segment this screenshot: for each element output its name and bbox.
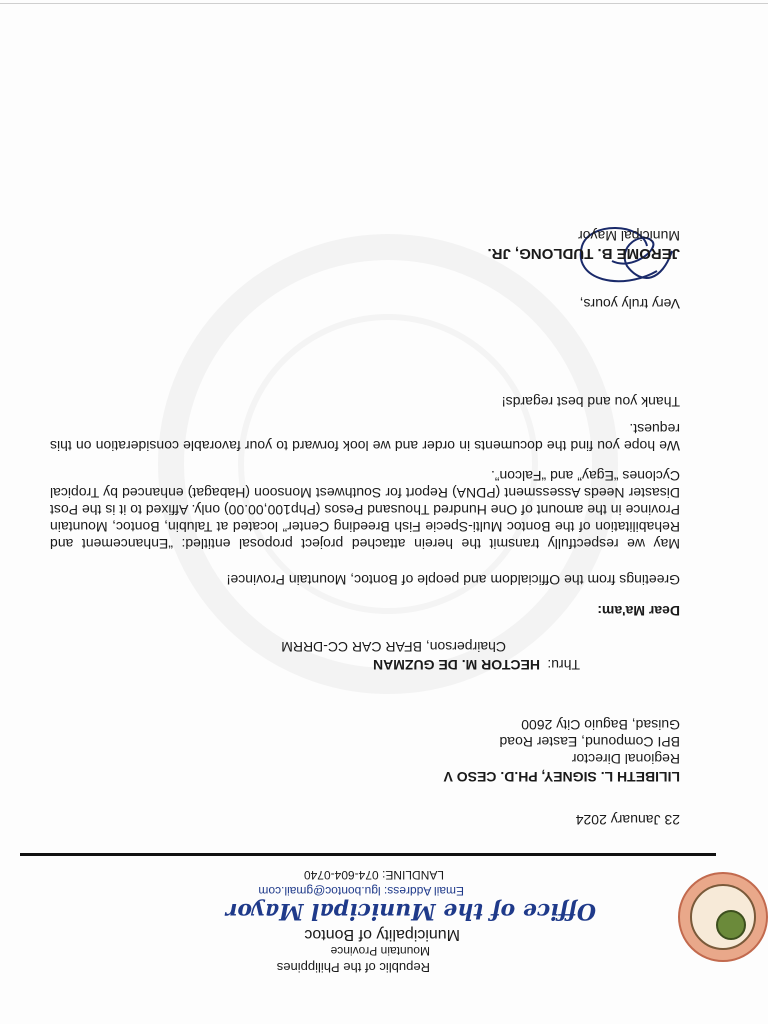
recipient-name: LILIBETH L. SIGNEY, PH.D. CESO V [443, 769, 680, 785]
body-paragraph-1: May we respectfully transmit the herein attached project proposal entitled: “Enhancement and Rehabilitation of the Bontoc Multi-Specie Fish Breeding Center” located at Talubin, Bontoc, Mountain Province in the amount of One Hundred Thousand Pesos (Php100,00.00) only. Affixed to it is the Post Disaster Needs Assessment (PDNA) Report for Southwest Monsoon (Habagat) enhanced by Tropical Cyclones “Egay” and “Falcon”. [50, 468, 680, 552]
closing-line: Thank you and best regards! [501, 394, 680, 410]
thru-name: HECTOR M. DE GUZMAN [373, 657, 540, 673]
signer-name: JEROME B. TUDLONG, JR. [487, 245, 680, 262]
recipient-address-line1: BPI Compound, Easter Road [499, 734, 680, 750]
letterhead-divider [20, 853, 716, 856]
seal-watermark-inner [238, 314, 538, 614]
seal-emblem [716, 910, 746, 940]
letterhead-office: Office of the Municipal Mayor [225, 898, 596, 924]
salutation: Dear Ma'am: [597, 603, 680, 619]
municipal-seal-logo [678, 872, 768, 962]
recipient-title: Regional Director [571, 751, 680, 767]
signoff: Very truly yours, [579, 296, 680, 312]
letterhead-landline: LANDLINE: 074-604-0740 [303, 868, 444, 882]
body-paragraph-2: We hope you find the documents in order and we look forward to your favorable consideration on this request. [50, 421, 680, 454]
letterhead-province: Mountain Province [330, 944, 430, 958]
thru-title: Chairperson, BFAR CAR CC-DRRM [281, 639, 506, 655]
signer-title: Municipal Mayor [578, 228, 680, 244]
letter-date: 23 January 2024 [575, 812, 680, 828]
page-edge [0, 3, 768, 4]
letterhead-republic: Republic of the Philippines [276, 960, 430, 975]
letterhead-email: Email Address: lgu.bontoc@gmail.com [258, 884, 464, 898]
thru-label: Thru: [547, 657, 580, 673]
greeting: Greetings from the Officialdom and people of Bontoc, Mountain Province! [226, 572, 680, 588]
recipient-address-line2: Guisad, Baguio City 2600 [521, 717, 680, 733]
letterhead-municipality: Municipality of Bontoc [304, 926, 460, 943]
